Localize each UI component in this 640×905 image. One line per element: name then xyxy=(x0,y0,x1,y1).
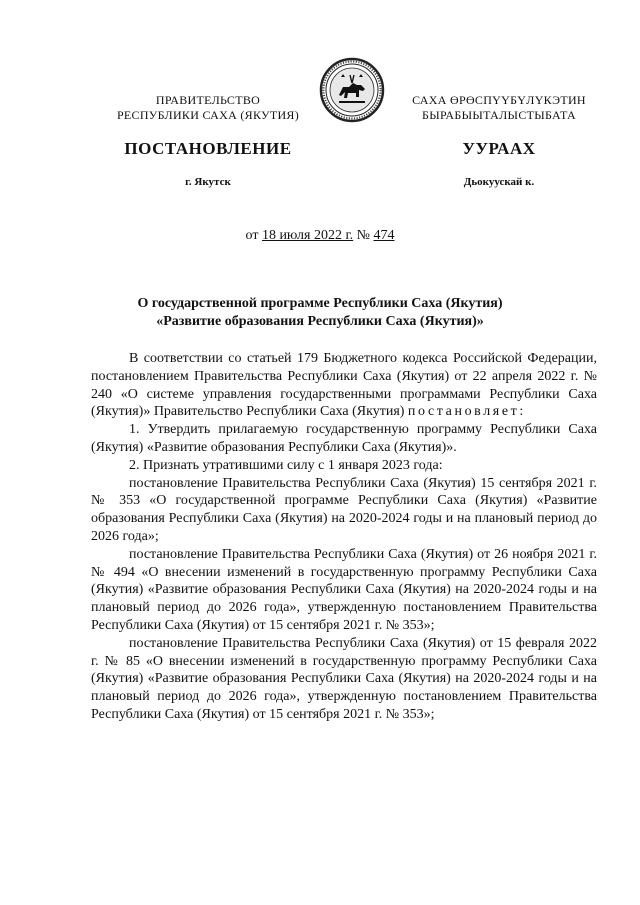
coat-of-arms-emblem xyxy=(319,57,385,123)
city-ru: г. Якутск xyxy=(185,176,231,188)
paragraph-item-1: 1. Утвердить прилагаемую государственную программу Республики Саха (Якутия) «Развитие образования Республики Саха (Якутия)». xyxy=(91,422,597,455)
decree-number: 474 xyxy=(373,228,395,243)
decree-date: 18 июля 2022 г. xyxy=(261,228,354,243)
title-line1: О государственной программе Республики Саха (Якутия) xyxy=(137,296,503,311)
paragraph-repealed-1: постановление Правительства Республики Саха (Якутия) 15 сентября 2021 г. № 353 «О государственной программе Республики Саха (Якутия) «Развитие образования Республики Саха (Якутия) на 2020-2024 годы и на плановый период до 2026 года»; xyxy=(91,475,597,544)
document-title xyxy=(90,295,550,331)
decree-title-ru: ПОСТАНОВЛЕНИЕ xyxy=(124,139,292,158)
city-sah: Дьокуускай к. xyxy=(463,176,535,188)
header-sah-line2: БЫРАБЫЫТАЛЫСТЫБАТА xyxy=(422,108,576,122)
number-sign: № xyxy=(356,228,370,243)
header-ru-line1: ПРАВИТЕЛЬСТВО xyxy=(155,93,261,107)
paragraph-repealed-3: постановление Правительства Республики Саха (Якутия) от 15 февраля 2022 г. № 85 «О внесении изменений в государственную программу Республики Саха (Якутия) «Развитие образования Республики Саха (Якутия) на 2020-2024 годы и на плановый период до 2026 года», утвержденную постановлением Правительства Республики Саха (Якутия) от 15 сентября 2021 г. № 353»; xyxy=(91,635,597,722)
title-line2: «Развитие образования Республики Саха (Якутия)» xyxy=(156,314,484,329)
paragraph-repealed-2: постановление Правительства Республики Саха (Якутия) от 26 ноября 2021 г. № 494 «О внесении изменений в государственную программу Республики Саха (Якутия) «Развитие образования Республики Саха (Якутия) на 2020-2024 годы и на плановый период до 2026 года», утвержденную постановлением Правительства Республики Саха (Якутия) от 15 сентября 2021 г. № 353»; xyxy=(91,546,597,633)
resolves-word: постановляет: xyxy=(407,404,526,420)
government-header-ru xyxy=(98,93,318,123)
decree-date-line xyxy=(0,228,640,244)
date-prefix: от xyxy=(245,228,259,243)
preamble-text: В соответствии со статьей 179 Бюджетного кодекса Российской Федерации, постановлением Правительства Республики Саха (Якутия) от 22 апреля 2022 г. № 240 «О системе управления государственными программами Республики Саха (Якутия)» Правительство Республики Саха (Якутия) xyxy=(91,351,597,420)
decree-title-sah: УУРААХ xyxy=(462,139,536,158)
paragraph-item-2: 2. Признать утратившими силу с 1 января 2023 года: xyxy=(129,457,443,473)
paragraph-preamble xyxy=(91,350,597,421)
header-sah-line1: САХА ӨРӨСПҮҮБҮЛҮКЭТИН xyxy=(412,93,586,107)
header-ru-line2: РЕСПУБЛИКИ САХА (ЯКУТИЯ) xyxy=(116,108,300,122)
government-header-sah xyxy=(384,93,614,123)
document-body xyxy=(91,350,597,724)
